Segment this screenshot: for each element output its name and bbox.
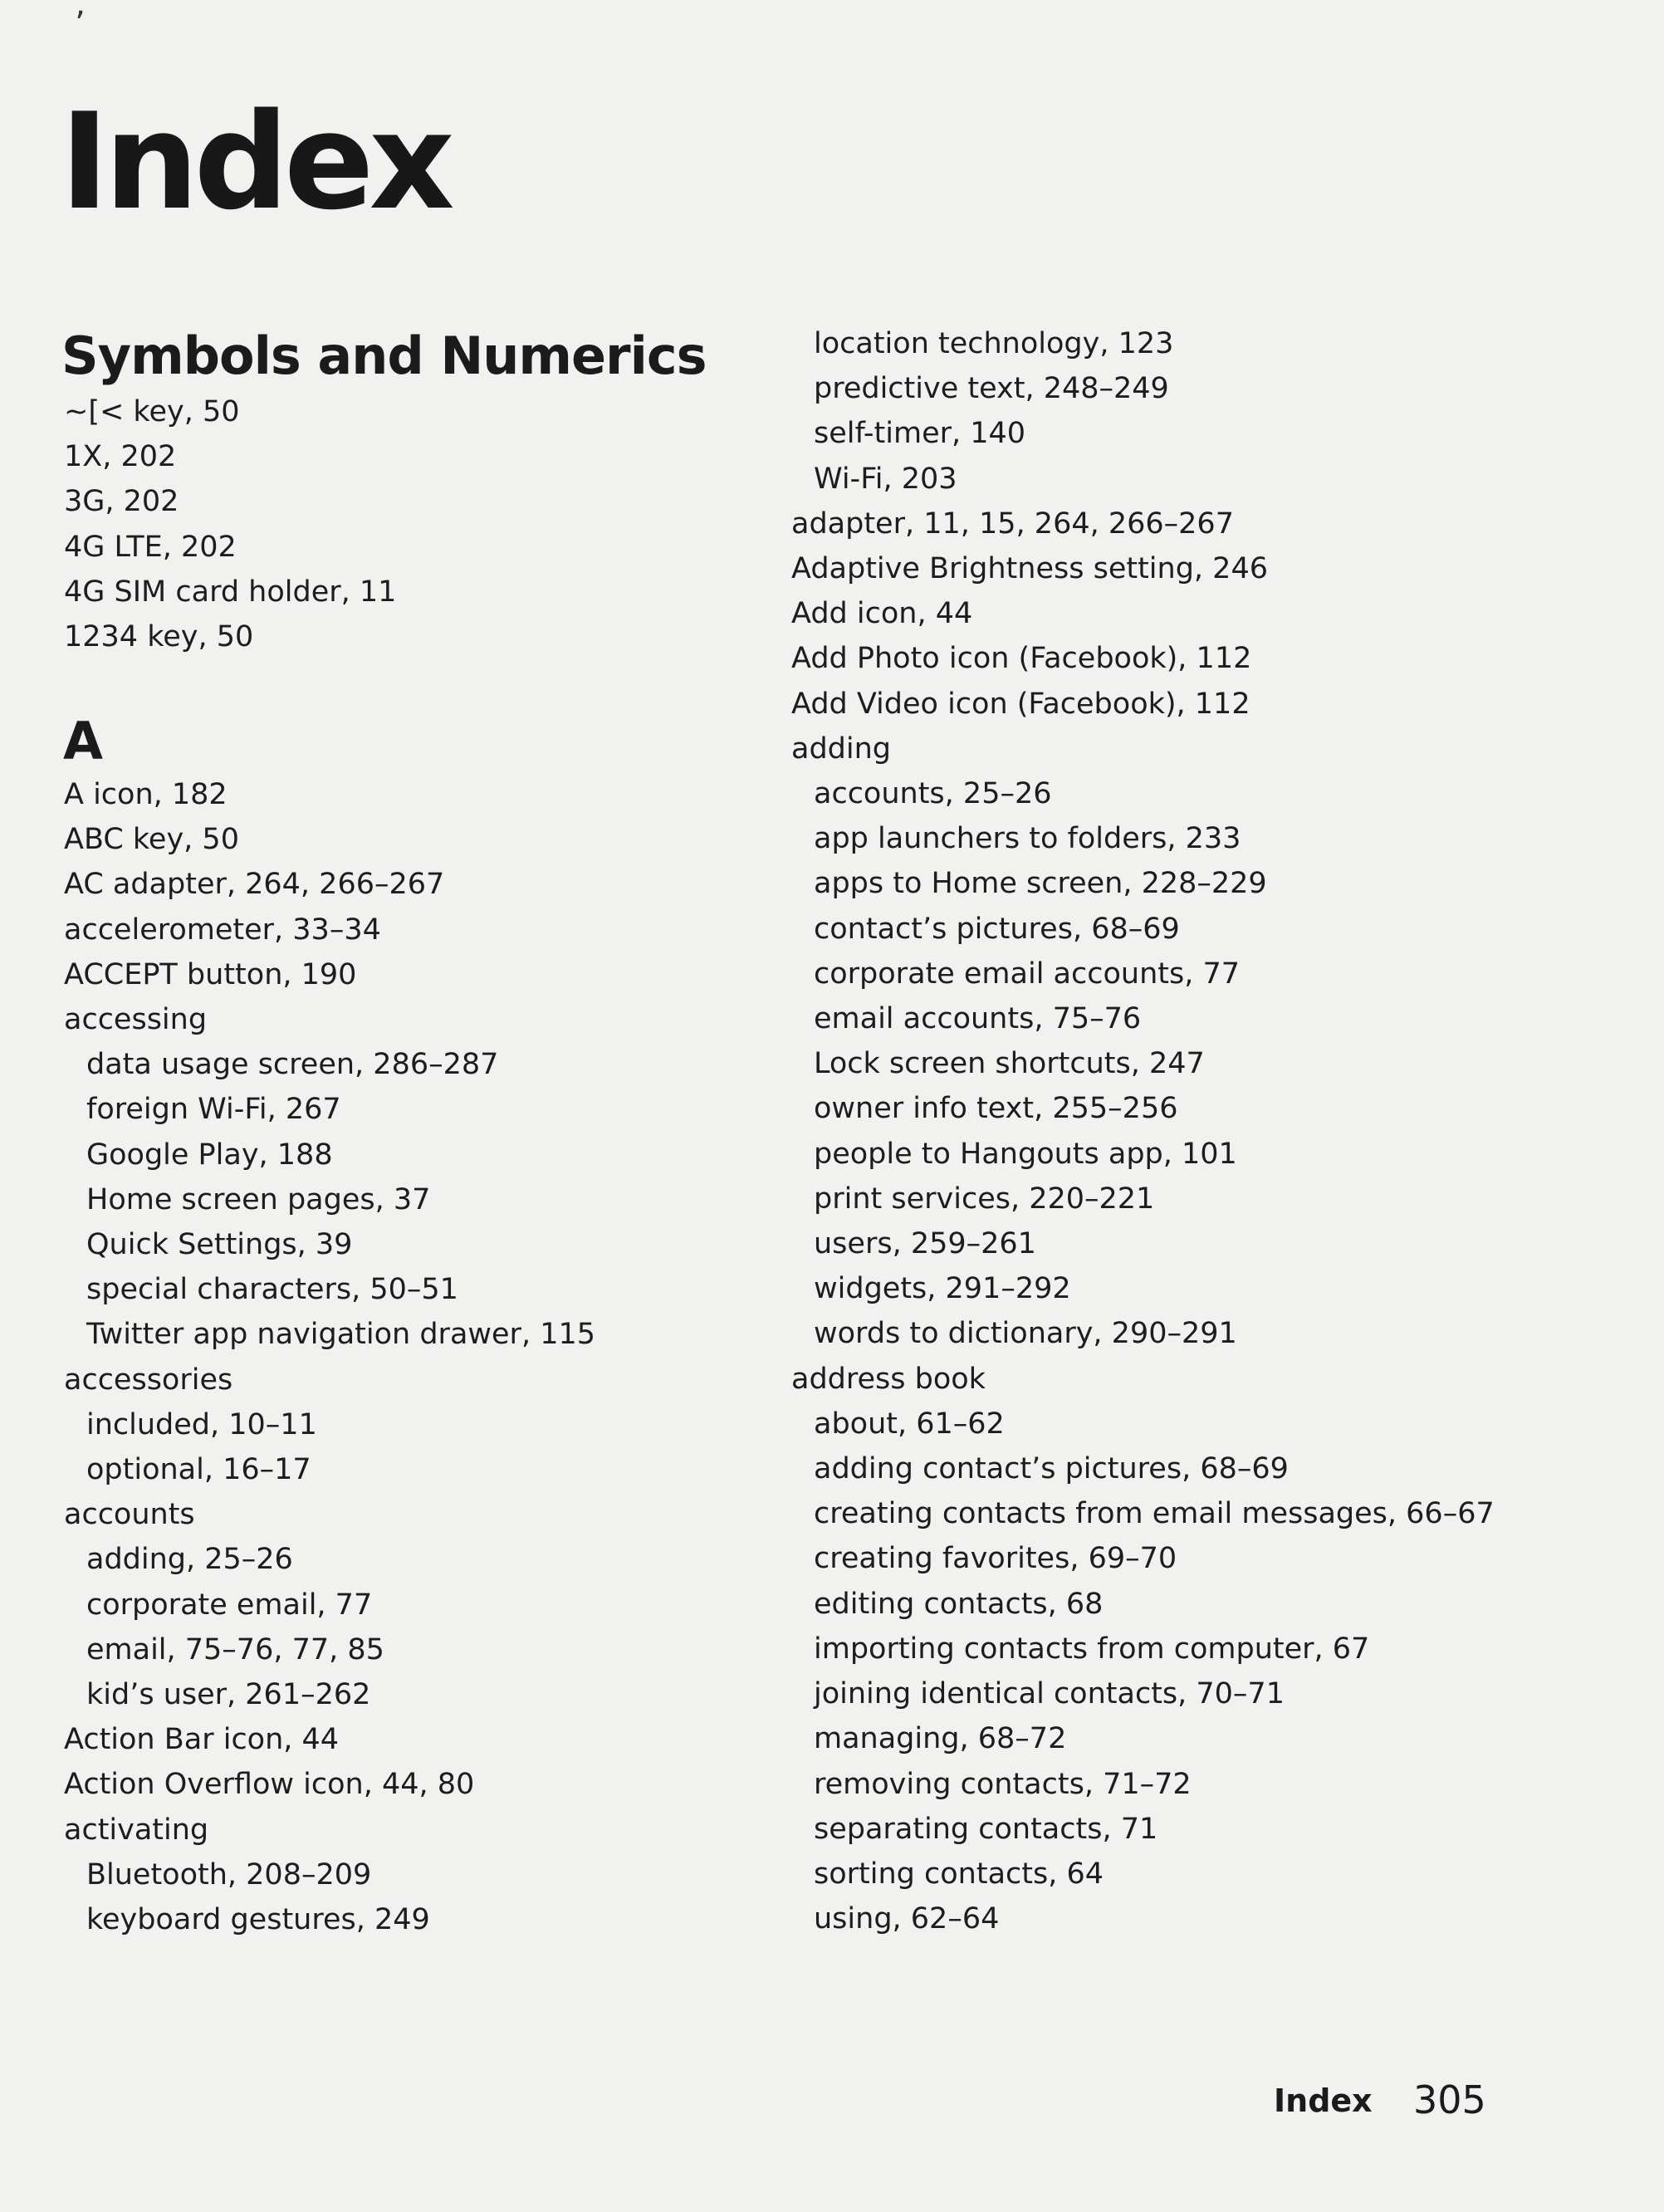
- index-entry: accelerometer, 33–34: [64, 913, 381, 947]
- index-entry: Adaptive Brightness setting, 246: [791, 552, 1268, 586]
- index-subentry: Quick Settings, 39: [86, 1228, 353, 1262]
- index-entry: 4G LTE, 202: [64, 530, 237, 564]
- index-subentry: included, 10–11: [86, 1407, 317, 1441]
- index-subentry: Twitter app navigation drawer, 115: [86, 1318, 595, 1352]
- index-subentry: creating favorites, 69–70: [814, 1542, 1177, 1576]
- index-entry: A icon, 182: [64, 778, 228, 811]
- section-heading-symbols: Symbols and Numerics: [61, 325, 707, 386]
- index-entry: accessing: [64, 1003, 208, 1037]
- index-entry: Action Bar icon, 44: [64, 1723, 340, 1757]
- section-a-entry-list: [64, 772, 595, 1942]
- index-entry: 3G, 202: [64, 485, 179, 519]
- index-subentry: adding, 25–26: [86, 1543, 293, 1577]
- index-subentry: print services, 220–221: [814, 1182, 1155, 1216]
- index-entry: Add Video icon (Facebook), 112: [791, 687, 1250, 721]
- page-title: Index: [60, 84, 450, 239]
- index-subentry: email accounts, 75–76: [814, 1002, 1142, 1036]
- index-subentry: Lock screen shortcuts, 247: [814, 1047, 1205, 1081]
- index-subentry: widgets, 291–292: [814, 1272, 1071, 1306]
- index-subentry: Home screen pages, 37: [86, 1182, 431, 1216]
- index-subentry: apps to Home screen, 228–229: [814, 867, 1267, 901]
- index-entry: 1234 key, 50: [64, 620, 254, 654]
- index-subentry: sorting contacts, 64: [814, 1857, 1104, 1891]
- index-subentry: managing, 68–72: [814, 1722, 1067, 1756]
- symbols-entry-list: [64, 389, 396, 659]
- index-subentry: people to Hangouts app, 101: [814, 1137, 1237, 1171]
- index-subentry: joining identical contacts, 70–71: [814, 1677, 1285, 1711]
- index-subentry: optional, 16–17: [86, 1453, 311, 1487]
- index-subentry: creating contacts from email messages, 66–67: [814, 1497, 1495, 1531]
- section-heading-a: A: [63, 711, 103, 771]
- footer-section-label: Index: [1274, 2082, 1373, 2119]
- index-subentry: using, 62–64: [814, 1902, 1000, 1936]
- index-subentry: special characters, 50–51: [86, 1273, 458, 1307]
- index-subentry: location technology, 123: [814, 327, 1174, 360]
- index-subentry: editing contacts, 68: [814, 1587, 1104, 1621]
- index-subentry: corporate email accounts, 77: [814, 957, 1241, 991]
- right-column-entry-list: [791, 321, 1495, 1941]
- index-entry: Add icon, 44: [791, 597, 973, 631]
- index-entry: adding: [791, 732, 892, 766]
- index-subentry: foreign Wi-Fi, 267: [86, 1093, 341, 1127]
- index-entry: address book: [791, 1362, 986, 1396]
- index-subentry: predictive text, 248–249: [814, 372, 1169, 406]
- index-subentry: users, 259–261: [814, 1227, 1036, 1261]
- index-subentry: Google Play, 188: [86, 1138, 333, 1172]
- index-subentry: Bluetooth, 208–209: [86, 1857, 372, 1891]
- index-subentry: self-timer, 140: [814, 417, 1026, 451]
- index-subentry: Wi-Fi, 203: [814, 462, 957, 496]
- index-entry: adapter, 11, 15, 264, 266–267: [791, 507, 1234, 541]
- page-corner-mark: ’: [75, 5, 86, 43]
- index-subentry: removing contacts, 71–72: [814, 1767, 1192, 1801]
- index-subentry: adding contact’s pictures, 68–69: [814, 1452, 1289, 1486]
- index-entry: accounts: [64, 1498, 195, 1532]
- index-entry: AC adapter, 264, 266–267: [64, 868, 445, 902]
- index-entry: Add Photo icon (Facebook), 112: [791, 642, 1252, 676]
- index-entry: accessories: [64, 1363, 233, 1397]
- index-subentry: separating contacts, 71: [814, 1812, 1158, 1846]
- index-entry: activating: [64, 1813, 209, 1847]
- index-entry: 1X, 202: [64, 440, 177, 474]
- page-number: 305: [1413, 2077, 1486, 2122]
- index-subentry: kid’s user, 261–262: [86, 1678, 371, 1712]
- index-subentry: owner info text, 255–256: [814, 1092, 1178, 1126]
- index-subentry: app launchers to folders, 233: [814, 822, 1241, 856]
- index-subentry: corporate email, 77: [86, 1588, 373, 1622]
- index-subentry: data usage screen, 286–287: [86, 1048, 499, 1082]
- index-entry: ABC key, 50: [64, 823, 239, 857]
- index-entry: 4G SIM card holder, 11: [64, 575, 397, 609]
- index-subentry: words to dictionary, 290–291: [814, 1317, 1237, 1351]
- index-subentry: keyboard gestures, 249: [86, 1903, 430, 1937]
- index-entry: ACCEPT button, 190: [64, 957, 357, 991]
- index-subentry: email, 75–76, 77, 85: [86, 1632, 384, 1666]
- index-subentry: importing contacts from computer, 67: [814, 1632, 1370, 1666]
- index-entry: Action Overflow icon, 44, 80: [64, 1768, 475, 1802]
- index-subentry: contact’s pictures, 68–69: [814, 912, 1180, 946]
- index-subentry: about, 61–62: [814, 1407, 1005, 1441]
- index-subentry: accounts, 25–26: [814, 777, 1052, 811]
- index-entry: ~[< key, 50: [64, 395, 240, 428]
